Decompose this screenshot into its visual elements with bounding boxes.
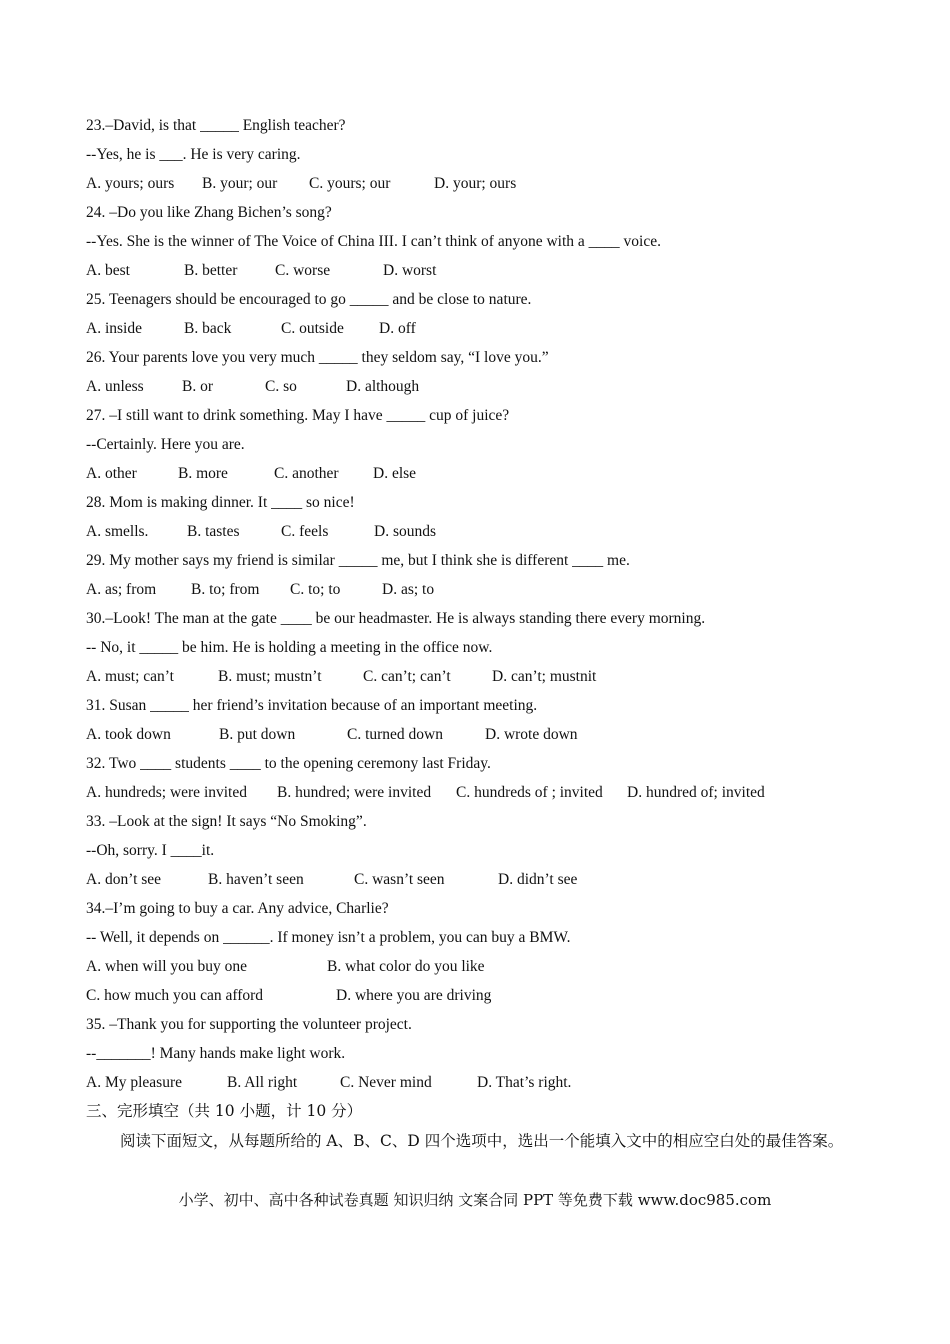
option-b: B. must; mustn’t <box>218 668 322 685</box>
option-b: B. your; our <box>202 175 278 192</box>
question-23-response: --Yes, he is ___. He is very caring. <box>86 146 301 163</box>
question-23-stem: 23.–David, is that _____ English teacher? <box>86 117 346 134</box>
question-26-options <box>86 372 876 401</box>
option-c: C. Never mind <box>340 1074 432 1091</box>
option-b: B. hundred; were invited <box>277 784 432 801</box>
option-b: B. put down <box>219 726 296 743</box>
question-25-options <box>86 314 876 343</box>
option-d: D. hundred of; invited <box>627 784 765 801</box>
option-a: A. inside <box>86 320 142 337</box>
question-28-stem: 28. Mom is making dinner. It ____ so nice! <box>86 494 355 511</box>
question-34-response: -- Well, it depends on ______. If money isn’t a problem, you can buy a BMW. <box>86 929 571 946</box>
option-c: C. to; to <box>290 581 341 598</box>
question-30-response: -- No, it _____ be him. He is holding a meeting in the office now. <box>86 639 493 656</box>
question-25-stem: 25. Teenagers should be encouraged to go _____ and be close to nature. <box>86 291 532 308</box>
question-32-options <box>86 778 876 807</box>
question-31-options <box>86 720 876 749</box>
option-b: B. or <box>182 378 213 395</box>
option-d: D. where you are driving <box>336 987 492 1004</box>
option-c: C. yours; our <box>309 175 391 192</box>
question-24-response: --Yes. She is the winner of The Voice of China III. I can’t think of anyone with a ____ voice. <box>86 233 661 250</box>
option-c: C. wasn’t seen <box>354 871 445 888</box>
option-d: D. your; ours <box>434 175 517 192</box>
option-a: A. My pleasure <box>86 1074 182 1091</box>
option-a: A. yours; ours <box>86 175 175 192</box>
option-d: D. worst <box>383 262 437 279</box>
question-34-options-row-1 <box>86 952 876 981</box>
question-35-options <box>86 1068 876 1097</box>
option-c: C. can’t; can’t <box>363 668 451 685</box>
option-b: B. better <box>184 262 238 279</box>
option-d: D. else <box>373 465 417 482</box>
option-d: D. can’t; mustnit <box>492 668 597 685</box>
option-a: A. as; from <box>86 581 157 598</box>
question-33-response: --Oh, sorry. I ____it. <box>86 842 215 859</box>
question-29-stem: 29. My mother says my friend is similar _____ me, but I think she is different ____ me. <box>86 552 630 569</box>
question-35-response: --_______! Many hands make light work. <box>86 1045 346 1062</box>
option-d: D. although <box>346 378 420 395</box>
option-d: D. didn’t see <box>498 871 578 888</box>
option-a: A. unless <box>86 378 144 395</box>
option-d: D. That’s right. <box>477 1074 572 1091</box>
question-32-stem: 32. Two ____ students ____ to the opening ceremony last Friday. <box>86 755 491 772</box>
option-a: A. don’t see <box>86 871 162 888</box>
question-23-options <box>86 169 876 198</box>
option-c: C. how much you can afford <box>86 987 264 1004</box>
question-31-stem: 31. Susan _____ her friend’s invitation because of an important meeting. <box>86 697 538 714</box>
question-34-options-row-2 <box>86 981 876 1010</box>
option-a: A. hundreds; were invited <box>86 784 247 801</box>
option-c: C. another <box>274 465 339 482</box>
option-b: B. back <box>184 320 232 337</box>
section-instruction: 阅读下面短文，从每题所给的 A、B、C、D 四个选项中，选出一个能填入文中的相应空白处的最佳答案。 <box>120 1132 844 1150</box>
option-b: B. tastes <box>187 523 240 540</box>
question-35-stem: 35. –Thank you for supporting the volunteer project. <box>86 1016 412 1033</box>
question-34-stem: 34.–I’m going to buy a car. Any advice, Charlie? <box>86 900 389 917</box>
option-a: A. other <box>86 465 137 482</box>
option-a: A. smells. <box>86 523 149 540</box>
question-24-stem: 24. –Do you like Zhang Bichen’s song? <box>86 204 332 221</box>
option-b: B. haven’t seen <box>208 871 304 888</box>
question-27-response: --Certainly. Here you are. <box>86 436 245 453</box>
option-c: C. worse <box>275 262 331 279</box>
option-c: C. turned down <box>347 726 444 743</box>
option-c: C. outside <box>281 320 344 337</box>
option-a: A. when will you buy one <box>86 958 248 975</box>
page-footer: 小学、初中、高中各种试卷真题 知识归纳 文案合同 PPT 等免费下载 www.doc985.com <box>178 1191 772 1209</box>
question-30-stem: 30.–Look! The man at the gate ____ be our headmaster. He is always standing there every morning. <box>86 610 706 627</box>
option-d: D. sounds <box>374 523 437 540</box>
option-a: A. best <box>86 262 130 279</box>
question-27-stem: 27. –I still want to drink something. May I have _____ cup of juice? <box>86 407 510 424</box>
option-c: C. feels <box>281 523 329 540</box>
option-c: C. so <box>265 378 297 395</box>
question-29-options <box>86 575 876 604</box>
question-28-options <box>86 517 876 546</box>
question-list <box>86 111 876 1156</box>
question-33-options <box>86 865 876 894</box>
option-b: B. what color do you like <box>327 958 485 975</box>
question-27-options <box>86 459 876 488</box>
option-d: D. wrote down <box>485 726 578 743</box>
question-26-stem: 26. Your parents love you very much _____ they seldom say, “I love you.” <box>86 349 549 366</box>
option-c: C. hundreds of ; invited <box>456 784 603 801</box>
question-33-stem: 33. –Look at the sign! It says “No Smoking”. <box>86 813 367 830</box>
option-d: D. off <box>379 320 416 337</box>
option-b: B. All right <box>227 1074 298 1091</box>
question-24-options <box>86 256 876 285</box>
option-a: A. must; can’t <box>86 668 174 685</box>
question-30-options <box>86 662 876 691</box>
option-b: B. to; from <box>191 581 260 598</box>
option-a: A. took down <box>86 726 171 743</box>
option-b: B. more <box>178 465 228 482</box>
option-d: D. as; to <box>382 581 435 598</box>
section-title: 三、完形填空（共 10 小题，计 10 分） <box>86 1102 363 1120</box>
